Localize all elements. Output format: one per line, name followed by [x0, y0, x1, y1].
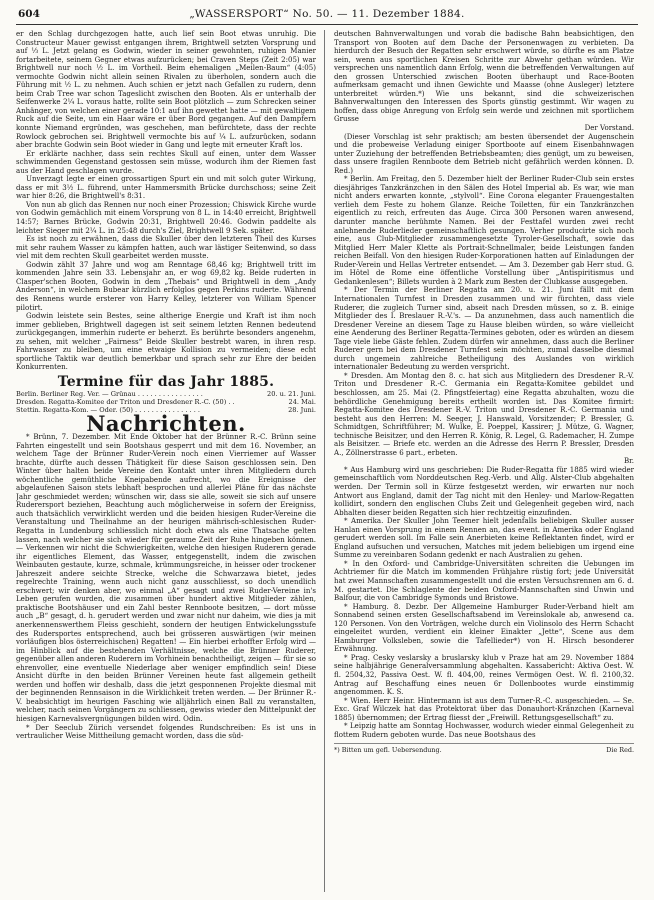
nachrichten-section [16, 433, 316, 741]
paragraph: Er erklärte nachher, dass sein rechtes Skull auf einen, unter dem Wasser schwimmenden Gegenstand gestossen sein müsse, wodurch ihm der Riemen fast aus der Hand geschlagen wurde. [16, 148, 316, 175]
termine-label: Dresden. Regatta-Komitee der Triton und Dresdener R.-C. (50) . . [16, 398, 235, 407]
signature: Der Vorstand. [584, 123, 634, 133]
termine-date: 28. Juni. [288, 406, 316, 415]
paragraph: * Amerika. Der Skuller John Teemer hielt jedenfalls beliebigen Skuller ausser Hanlan einen Vorsprung in einem Rennen an, das event. in Amerika oder England gerudert werden soll. Im Falle sein Anerbieten keine Reflektanten findet, wird er England aufsuchen und versuchen, Matches mit jedem beliebigen um irgend eine Summe zu vereinbaren Sodann gedenkt er nach Australien zu gehen. [334, 516, 634, 560]
paragraph: * Prag. Cesky veslarsky a bruslarsky klub v Praze hat am 29. November 1884 seine halbjährige Generalversammlung abgehalten. Kassabericht: Aktiva Oest. W. fl. 2504,32, Passiva Oest. W. fl. 404,00, reines Vermögen Oest. W. fl. 2100,32. Antrag auf Beschaffung eines neuen 6r Dollenbootes wurde einstimmig angenommen. K. S. [334, 652, 634, 697]
paragraph: * Leipzig hatte am Sonntag Hochwasser, wodurch wieder einmal Gelegenheit zu flottem Rudern geboten wurde. Das neue Bootshaus des [334, 721, 634, 739]
page-number: 604 [18, 8, 40, 20]
paragraph: * Hamburg. 8. Dezbr. Der Allgemeine Hamburger Ruder-Verband hielt am Sonnabend seinen ersten Gesellschaftsabend im Vereinslokale ab, anwesend ca. 120 Personen. Von den Vorträgen, welche durch ein Violinsolo des Herrn Schacht eingeleitet wurden, verdient ein kleiner Einakter „Jette“, Scene aus dem Hamburger Volksleben, sowie die Tafellieder*) von H. Hirsch besonderer Erwähnung. [334, 601, 634, 654]
footnote-sign: Die Red. [606, 746, 634, 755]
paragraph: * Aus Hamburg wird uns geschrieben: Die Ruder-Regatta für 1885 wird wieder gemeinschaftlich vom Norddeutschen Reg.-Verb. und Allg. Alster-Club abgehalten werden. Der Termin soll in Kürze festgesetzt werden, wir erwarten nur noch Antwort aus England, damit der Tag nicht mit den Henley- und Marlow-Regatten kollidirt, sondern den englischen Clubs Zeit und Gelegenheit gegeben wird, nach Abhalten dieser beiden Regatten sich hier rechtzeitig einzufinden. [334, 464, 634, 517]
paragraph: Godwin leistete sein Bestes, seine altherige Energie und Kraft ist ihm noch immer geblieben, Brightwell dagegen ist seit seinem letzten Rennen bedeutend zurückgegangen, immerhin ruderte er beherzt. Es berührte besonders angenehm, zu sehen, mit welcher „Fairness“ Beide Skuller bestrebt waren, in ihren resp. Fahrwasser zu bleiben, um eine etwaige Kollision zu vermeiden; diese echt sportliche Taktik war deutlich bemerkbar und sprach sehr zur Ehre der beiden Konkurrenten. [16, 311, 316, 372]
termine-label: Stettin. Regatta-Kom. — Oder. (50) . . . . . . . . . . . . . . . . [16, 406, 200, 415]
column-divider [324, 30, 325, 892]
termine-entry [16, 398, 316, 406]
paragraph: * In den Oxford- und Cambridge-Universitäten schreiten die Uebungen im Achtriemer für die Match im kommenden Frühjahre rüstig fort; jede Universität hat zwei Mannschaften zusammengestellt und die ersten Versuchsrennen am 6. d. M. gestartet. Die Schlaglente der beiden Oxford-Mannschaften sind Unwin und Balfour, die von Cambridge Symonds und Bristowe. [334, 558, 634, 603]
termine-date: 24. Mai. [288, 398, 316, 407]
paragraph: Unverzagt legte er einen grossartigen Spurt ein und mit solch guter Wirkung, dass er mit 3½ L. führend, unter Hammersmith Brücke durchschoss; seine Zeit war hier 8:26, die Brightwell's 8:31. [16, 174, 316, 201]
paragraph: deutschen Bahnverwaltungen und vorab die badische Bahn beabsichtigen, den Transport von Booten auf dem Dache der Personenwagen zu verbieten. Da hierdurch der Besuch der Regatten sehr erschwert würde, so dürfte es am Platze sein, wenn aus sportlichen Kreisen Schritte zur Abwehr gethan würden. Wir versprechen uns namentlich dann Erfolg, wenn die betreffenden Verwaltungen auf den grossen Unterschied zwischen Booten überhaupt und Race-Booten aufmerksam gemacht und ihnen Gewichte und Maasse (ohne Ausleger) letztere unterbreitet würden.*) Wie uns bekannt, sind die schweizerischen Bahnverwaltungen den Interessen des Sports günstig gestimmt. Wir wagen zu hoffen, dass obige Anregung von Erfolg sein werde und zeichnen mit sportlichem Grusse [334, 30, 634, 124]
paragraph: * Der Termin der Berliner Regatta am 20. u. 21. Juni fällt mit dem Internationalen Turnfest in Dresden zusammen und wir fürchten, dass viele Ruderer, die zugleich Turner sind, abseit nach Dresden müssen, so z. B. einige Mitglieder des I. Breslauer R.-V.'s. — Da anzunehmen, dass auch namentlich die Dresdener Vereine an diesem Tage zu Hause bleiben würden, so wäre vielleicht eine Aenderung des Berliner Regatta-Termines geboten, oder es würden an diesem Tage viele liebe Gäste fehlen. Zudem dürfen wir annehmen, dass auch die Berliner Ruderer gern bei dem Dresdener Turnfest sein möchten, zumal dasselbe diesmal durch ungemein zahlreiche Betheiligung des Auslandes von wirklich internationaler Bedeutung zu werden verspricht. [334, 285, 634, 372]
paragraph: * Dresden. Am Montag den 8. c. hat sich aus Mitgliedern des Dresdener R.-V. Triton und Dresdener R.-C. Germania ein Regatta-Komitee gebildet und beschlossen, am 25. Mai (2. Pfingstfeiertag) eine Regatta abzuhalten, wozu die behördliche Genehmigung bereits ertheilt worden ist. Das Komitee firmirt: Regatta-Komitee des Dresdener R.-V. Triton und Dresdener R.-C. Germania und besteht aus den Herren: M. Seeger, J. Hanswald, Vorsitzender; P. Bressler, G. Schmidtgen, Schriftführer; M. Wulke, E. Poeppel, Kassirer; J. Mütze, G. Wagner, technische Beisitzer, und den Herren R. König, R. Legel, G. Rademacher, H. Zumpe als Beisitzer. — Briefe etc. werden an die Adresse des Herrn P. Bressler, Dresden A., Zöllnerstrasse 6 part., erbeten. [334, 370, 634, 457]
race-report [16, 30, 316, 372]
paragraph: er den Schlag durchgezogen hatte, auch lief sein Boot etwas unruhig. Die Constructeur Mauer gewisst entgangen ihrem, Brightwell setzten Vorsprung und auf ⅓ L. Jetzt gelang es Godwin, wieder in seiner gewohnten, ruhigen Manier fortarbeitete, seinem Gegner etwas aufzurücken; bei Craven Steps (Zeit 2:05) war Brightwell nur noch ½ L. im Vortheil. Beim ehemaligen „Meilen-Baum“ (4:05) vermochte Godwin nicht allein seinen Rivalen zu überholen, sondern auch die Führung mit ½ L. zu nehmen. Auch schien er jetzt nach Gefallen zu rudern, denn beim Crab Tree war schon Tageslicht zwischen den Booten. Als er unterhalb der Seifenwerke 2¼ L. voraus hatte, rollte sein Boot plötzlich — zum Schrecken seiner Anhänger, von welchen einer gerade 10:1 auf ihn gewettet hatte — mit gewaltigem Ruck auf die Seite, um ein Haar wäre er über Bord gegangen. Auf den Dampfern konnte Niemand ergründen, was geschehen, man befürchtete, dass der rechte Rowlock gebrochen sei. Brightwell vermochte bis auf ¼ L. aufzurücken, sodann aber brachte Godwin sein Boot wieder in Gang und legte mit erneuter Kraft los. [16, 30, 316, 150]
footnote [334, 743, 634, 755]
running-title: „WASSERSPORT“ No. 50. — 11. Dezember 1884. [189, 8, 465, 20]
termine-heading: Termine für das Jahr 1885. [57, 373, 275, 390]
page-header [16, 8, 638, 25]
paragraph: * Brünn, 7. Dezember. Mit Ende Oktober hat der Brünner R.-C. Brünn seine Fahrten eingestellt und sein Bootshaus gesperrt und mit dem 16. November, an welchem Tage der Brünner Ruder-Verein noch einen Vierriemer auf Wasser brachte, dürfte auch dessen Thätigkeit für diese Saison geschlossen sein. Den Winter über halten beide Vereine den Kontakt unter ihren Mitgliedern durch wöchentliche gemüthliche Kneipabende aufrecht, wo die Ereignisse der abgelaufenen Saison stets lebhaft besprochen und allerlei Pläne für das nächste Jahr geschmiedet werden; wünschen wir, dass sie alle, soweit sie sich auf unsere Ruderersport beziehen, Beachtung auch möglicherweise in sofern der Ereigniss, auch thatsächlich verwirklicht werden und die beiden hiesigen Ruder-Vereine die Veranstaltung und Theilnahme an der heurigen mährisch-schlesischen Ruder-Regatta in Lundenburg schliesslich nicht doch etwa als eine Thatsache gelten lassen, nach welcher sie sich wieder für geraume Zeit der Ruhe hingeben können. — Verkennen wir nicht die Schwierigkeiten, welche den hiesigen Ruderern gerade ihr eigentliches Element, das Wasser, entgegenstellt, indem die zwischen Weinbauten gestaute, kurze, schmale, krümmungsreiche, in heisser oder trockener Jahreszeit andere seichte Strecke, welche die Schwarzawa bietet, jedes regelrechte Training, wenn auch nicht ganz ausschliesst, so doch unendlich erschwert; wir denken aber, wo einmal „A“ gesagt und zwei Ruder-Vereine in's Leben gerufen wurden, die zusammen über hundert aktive Mitglieder zählen, praktische Bootshäuser und ein Zahl bester Rennboote besitzen, — dort müsse auch „B“ gesagt, d. h. gerudert werden und zwar nicht nur daheim, wie dies ja mit anerkennenswerthem Fleiss geschieht, sondern der heutigen Entwickelungsstufe des Rudersportes entsprechend, auch bei grösseren auswärtigen (wir meinen vorläufigen blos österreichischen) Regatten! — Ein hierbei erhoffter Erfolg wird — im Hinblick auf die bestehenden Verhältnisse, welche die Brünner Ruderer, gegenüber allen anderen Ruderern im Vorhinein benachtheiligt, zeigen — für sie so ehrenvoller, eine eventuelle Niederlage aber weniger empfindlich sein! Diese Ansicht dürfte in den beiden Brünner Vereinen heute fast allgemein getheilt werden und hoffen wir deshalb, dass die jetzt gesponnenen Projekte diesmal mit der beginnenden Rennsaison in die Wirklichkeit treten werden. — Der Brünner R.-V. beabsichtigt im heurigen Fasching wie alljährlich einen Ball zu veranstalten, welcher, nach seinen Vorgängern zu schliessen, gewiss wieder den Mittelpunkt der hiesigen Karnevalsvergnügungen bilden wird. Odin. [16, 431, 316, 724]
paragraph: * Wien. Herr Heinr. Hintermann ist aus dem Turner-R.-C. ausgeschieden. — Se. Exc. Graf Wilczek hat das Protektorat über das Donauhort-Kränzchen (Karneval 1885) übernommen; der Ertrag fliesst der „Freiwill. Rettungsgesellschaft“ zu. [334, 695, 634, 722]
paragraph: * Berlin. Am Freitag, den 5. Dezember hielt der Berliner Ruder-Club sein erstes diesjähriges Tanzkränzchen in den Sälen des Hotel Imperial ab. Es war, wie man nicht anders erwarten konnte, „stylvoll“. Eine Corona eleganter Frauengestalten verlieh dem Feste zu hohem Glanze. Reiche Toiletten, für ein Tanzkränzchen eigentlich zu reich, erfreuten das Auge. Circa 300 Personen waren anwesend, darunter manche berühmte Namen. Bei der Festtafel wurden zwei recht anlehnende Ruderlieder gemeinschaftlich gesungen. Verher producirte sich noch eine, aus Club-Mitglieder zusammengesetzte Tyroler-Gesellschaft, sowie das Mitglied Herr Maler Klette als Portrait-Schnellmaler, beide Leistungen fanden reichen Beifall. Von den hiesigen Ruder-Korporationen hatten auf Einladungen der Ruder-Verein und Hellas Vertreter entsendet. — Am 3. Dezember gab Herr stud. G. im Hôtel de Rome eine öffentliche Vorstellung über „Antispiritismus und Gedankenlesen“; Billets wurden à 2 Mark zum Besten der Clubkasse ausgegeben. [334, 174, 634, 286]
right-column [334, 30, 634, 892]
footnote-text: *) Bitten um gefl. Uebersendung. [334, 746, 442, 755]
paragraph: Von nun ab glich das Rennen nur noch einer Prozession; Chiswick Kirche wurde von Godwin gemächlich mit einem Vorsprung von 8 L. in 14:40 erreicht, Brightwell 14:57; Barnes Brücke, Godwin 20:31, Brightwell 20:46. Godwin paddelte als leichter Sieger mit 2¼ L. in 25:48 durch's Ziel, Brightwell 9 Sek. später. [16, 199, 316, 235]
left-column [16, 30, 316, 892]
termine-entry [16, 390, 316, 398]
nachrichten-heading: Nachrichten. [86, 411, 246, 437]
paragraph: * Der Seeclub Zürich versendet folgendes Rundschreiben: Es ist uns in vertraulicher Weise Mittheilung gemacht worden, dass die süd- [16, 722, 316, 741]
paragraph: Godwin zählt 37 Jahre und wog am Renntage 68,46 kg; Brightwell tritt im kommenden Jahre sein 33. Lebensjahr an, er wog 69,82 kg. Beide ruderten in Clasper'schen Booten, Godwin in dem „Thebais“ und Brightwell in dem „Andy Anderson“, in welchem Bubear kürzlich erfolglos gegen Perkins ruderte. Während des Rennens wurde ersterer von Harry Kelley, letzterer von William Spencer pilotirt. [16, 259, 316, 312]
termine-date: 20. u. 21. Juni. [267, 390, 316, 399]
signature: Br. [623, 456, 634, 466]
paragraph: Es ist noch zu erwähnen, dass die Skuller über den letzteren Theil des Kurses mit sehr rauhem Wasser zu kämpfen hatten, auch war lästiger Seitenwind, so dass viel mit dem rechten Skull gearbeitet werden musste. [16, 234, 316, 261]
termine-label: Berlin. Berliner Reg. Ver. — Grünau . . . . . . . . . . . . . . . . [16, 390, 203, 399]
editorial-note: (Dieser Vorschlag ist sehr praktisch; am besten übersendet der Augenschein und die probeweise Verladung einiger Sportboote auf einem Eisenbahnwagen unter Zuziehung der betreffenden Betriebsbeamten; dies genügt, um zu beweisen, dass unsere fragilen Rennboote dem Betrieb nicht gefährlich werden können. D. Red.) [334, 131, 634, 175]
